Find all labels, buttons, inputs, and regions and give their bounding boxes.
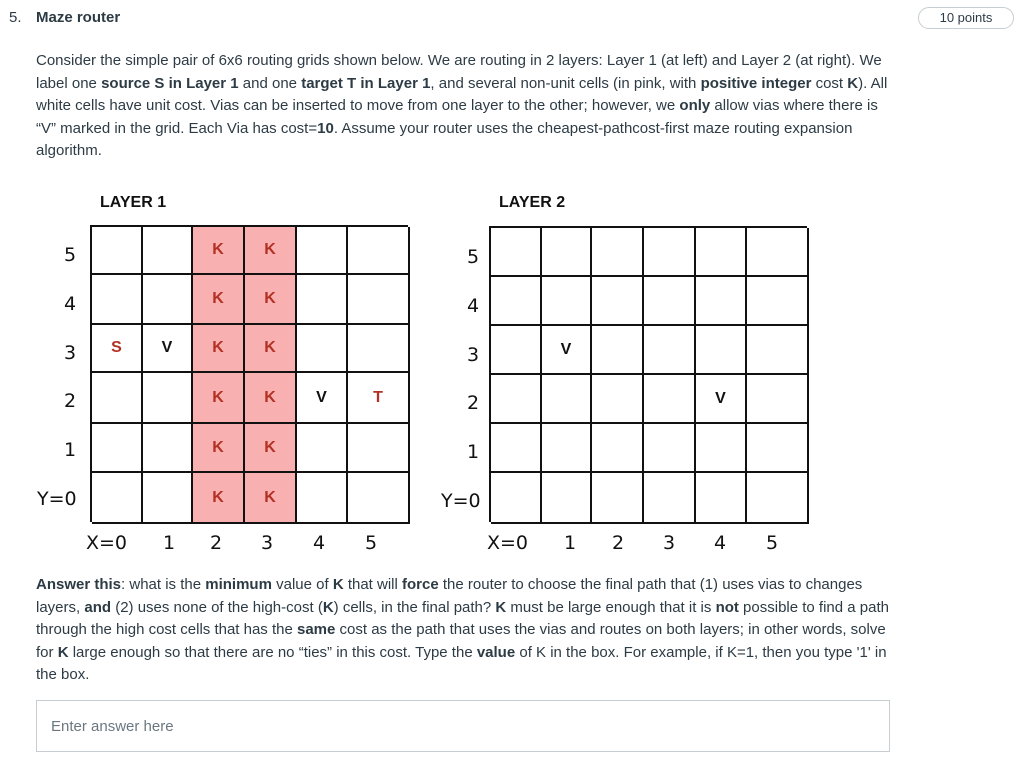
text-run: K (495, 598, 507, 616)
text-run: same (297, 621, 336, 639)
grid-cell (491, 473, 542, 524)
layer1-y-label: 5 (64, 244, 77, 266)
grid-cell (696, 473, 747, 524)
layer1-x-label: X=0 (86, 532, 128, 554)
high-cost-cell: K (245, 325, 297, 373)
text-run: K (847, 74, 859, 92)
layer2-x-label: X=0 (487, 532, 529, 554)
via-cell: V (696, 375, 747, 424)
grid-cell (297, 424, 348, 473)
grid-cell (143, 473, 193, 524)
high-cost-cell: K (193, 275, 245, 325)
high-cost-cell: K (245, 275, 297, 325)
grid-cell (644, 473, 696, 524)
text-run: large enough so that there are no “ties” in this cost. Type the (68, 643, 477, 661)
high-cost-cell: K (245, 373, 297, 424)
high-cost-cell: K (193, 373, 245, 424)
layer1-x-label: 4 (313, 532, 326, 554)
layer2-y-label: 2 (467, 392, 480, 414)
grid-cell (592, 473, 644, 524)
answer-input[interactable] (36, 700, 890, 752)
layer1-x-label: 1 (163, 532, 176, 554)
layer1-title: LAYER 1 (100, 194, 167, 211)
text-run: must be large enough that it is (506, 598, 716, 616)
grid-cell (92, 373, 143, 424)
text-run: Consider the simple pair of 6x6 routing grids shown below. We are routing in 2 layers: Layer 1 (at left) and Layer 2 (at right). We label one (36, 52, 882, 92)
grid-cell (542, 228, 592, 277)
via-cell: V (297, 373, 348, 424)
via-cell: V (542, 326, 592, 375)
layer1-y-label: 2 (64, 390, 77, 412)
grid-cell (297, 227, 348, 275)
layer2-x-label: 3 (663, 532, 676, 554)
layer1-x-label: 2 (210, 532, 223, 554)
grid-cell (747, 326, 809, 375)
grid-cell (348, 227, 410, 275)
layer2-y-label: 3 (467, 344, 480, 366)
high-cost-cell: K (245, 227, 297, 275)
grid-cell (542, 473, 592, 524)
text-run: K (322, 598, 334, 616)
layer2-grid (489, 226, 807, 522)
layer1-y-label: 1 (64, 439, 77, 461)
grid-cell (491, 326, 542, 375)
text-run: source S in Layer 1 (101, 74, 239, 92)
question-number: 5. (9, 9, 22, 26)
grid-cell (747, 375, 809, 424)
grid-cell (696, 326, 747, 375)
grid-cell (696, 424, 747, 473)
grid-cell (143, 424, 193, 473)
text-run: ). All white cells have unit cost. Vias can be inserted to move from one layer to the other; however, we (36, 74, 888, 115)
text-run: only (679, 97, 711, 115)
grid-cell (92, 473, 143, 524)
layer2-y-label: Y=0 (441, 490, 481, 512)
text-run: and (84, 598, 112, 616)
text-run: (2) uses none of the high-cost ( (111, 598, 323, 616)
grid-cell (542, 277, 592, 326)
layer2-title: LAYER 2 (499, 194, 566, 211)
grid-cell (644, 326, 696, 375)
text-run: Answer this (36, 576, 122, 593)
text-run: , and several non-unit cells (in pink, with (430, 74, 701, 92)
high-cost-cell: K (193, 424, 245, 473)
text-run: value of (271, 576, 333, 593)
grid-cell (747, 277, 809, 326)
text-run: of K in the box. For example, if K=1, then you type '1' in the box. (36, 643, 887, 684)
layer1-x-label: 3 (261, 532, 274, 554)
high-cost-cell: K (245, 424, 297, 473)
source-cell: S (92, 325, 143, 373)
grid-cell (348, 275, 410, 325)
text-run: that will (343, 576, 403, 593)
layer2-x-label: 1 (564, 532, 577, 554)
layer2-y-label: 1 (467, 441, 480, 463)
text-run: positive integer (700, 74, 812, 92)
layer1-y-label: 4 (64, 293, 77, 315)
layer1-y-label: 3 (64, 342, 77, 364)
layer1-x-label: 5 (365, 532, 378, 554)
grid-cell (747, 424, 809, 473)
text-run: . Assume your router uses the cheapest-pathcost-first maze routing expansion algorithm. (36, 119, 853, 160)
grid-cell (696, 277, 747, 326)
text-run: K (332, 576, 344, 593)
grid-cell (592, 228, 644, 277)
grid-cell (592, 375, 644, 424)
grid-cell (644, 424, 696, 473)
grid-cell (491, 228, 542, 277)
text-run: target T in Layer 1 (301, 74, 431, 92)
grid-cell (143, 373, 193, 424)
grid-cell (92, 275, 143, 325)
grid-cell (696, 228, 747, 277)
grid-cell (297, 325, 348, 373)
grid-cell (143, 275, 193, 325)
target-cell: T (348, 373, 410, 424)
grid-cell (92, 424, 143, 473)
grid-cell (747, 228, 809, 277)
text-run: and one (238, 74, 302, 92)
high-cost-cell: K (193, 325, 245, 373)
text-run: value (476, 643, 516, 661)
layer2-x-label: 5 (766, 532, 779, 554)
text-run: 10 (317, 119, 334, 137)
layer1-grid (90, 225, 408, 522)
grid-cell (92, 227, 143, 275)
grid-cell (297, 275, 348, 325)
high-cost-cell: K (193, 473, 245, 524)
text-run: the router to choose the final path that (1) uses vias to changes layers, (36, 576, 863, 616)
text-run: cost as the path that uses the vias and routes on both layers; in other words, solve for (36, 621, 886, 661)
layer2-x-label: 2 (612, 532, 625, 554)
answer-instructions-text (36, 574, 896, 687)
grid-cell (542, 375, 592, 424)
grid-cell (747, 473, 809, 524)
text-run: force (402, 576, 439, 593)
grid-cell (592, 326, 644, 375)
question-intro-text (36, 50, 896, 163)
grid-cell (644, 277, 696, 326)
grid-cell (297, 473, 348, 524)
grid-cell (348, 424, 410, 473)
grid-cell (592, 424, 644, 473)
grid-cell (491, 375, 542, 424)
text-run: cost (811, 74, 848, 92)
layer2-y-label: 5 (467, 246, 480, 268)
high-cost-cell: K (193, 227, 245, 275)
grid-cell (143, 227, 193, 275)
question-title: Maze router (36, 9, 121, 26)
text-run: allow vias where there is “V” marked in the grid. Each Via has cost= (36, 97, 878, 137)
text-run: not (715, 598, 739, 616)
layer2-y-label: 4 (467, 295, 480, 317)
layer2-x-label: 4 (714, 532, 727, 554)
grid-cell (542, 424, 592, 473)
grid-cell (644, 228, 696, 277)
text-run: possible to find a path through the high cost cells that has the (36, 598, 889, 639)
grid-cell (348, 473, 410, 524)
text-run: ) cells, in the final path? (333, 598, 496, 616)
text-run: minimum (205, 576, 272, 593)
text-run: : what is the (121, 576, 206, 593)
via-cell: V (143, 325, 193, 373)
layer1-y-label: Y=0 (37, 488, 77, 510)
high-cost-cell: K (245, 473, 297, 524)
grid-cell (348, 325, 410, 373)
grid-cell (592, 277, 644, 326)
text-run: K (57, 643, 69, 661)
points-badge: 10 points (918, 7, 1014, 29)
grid-cell (644, 375, 696, 424)
grid-cell (491, 424, 542, 473)
grid-cell (491, 277, 542, 326)
